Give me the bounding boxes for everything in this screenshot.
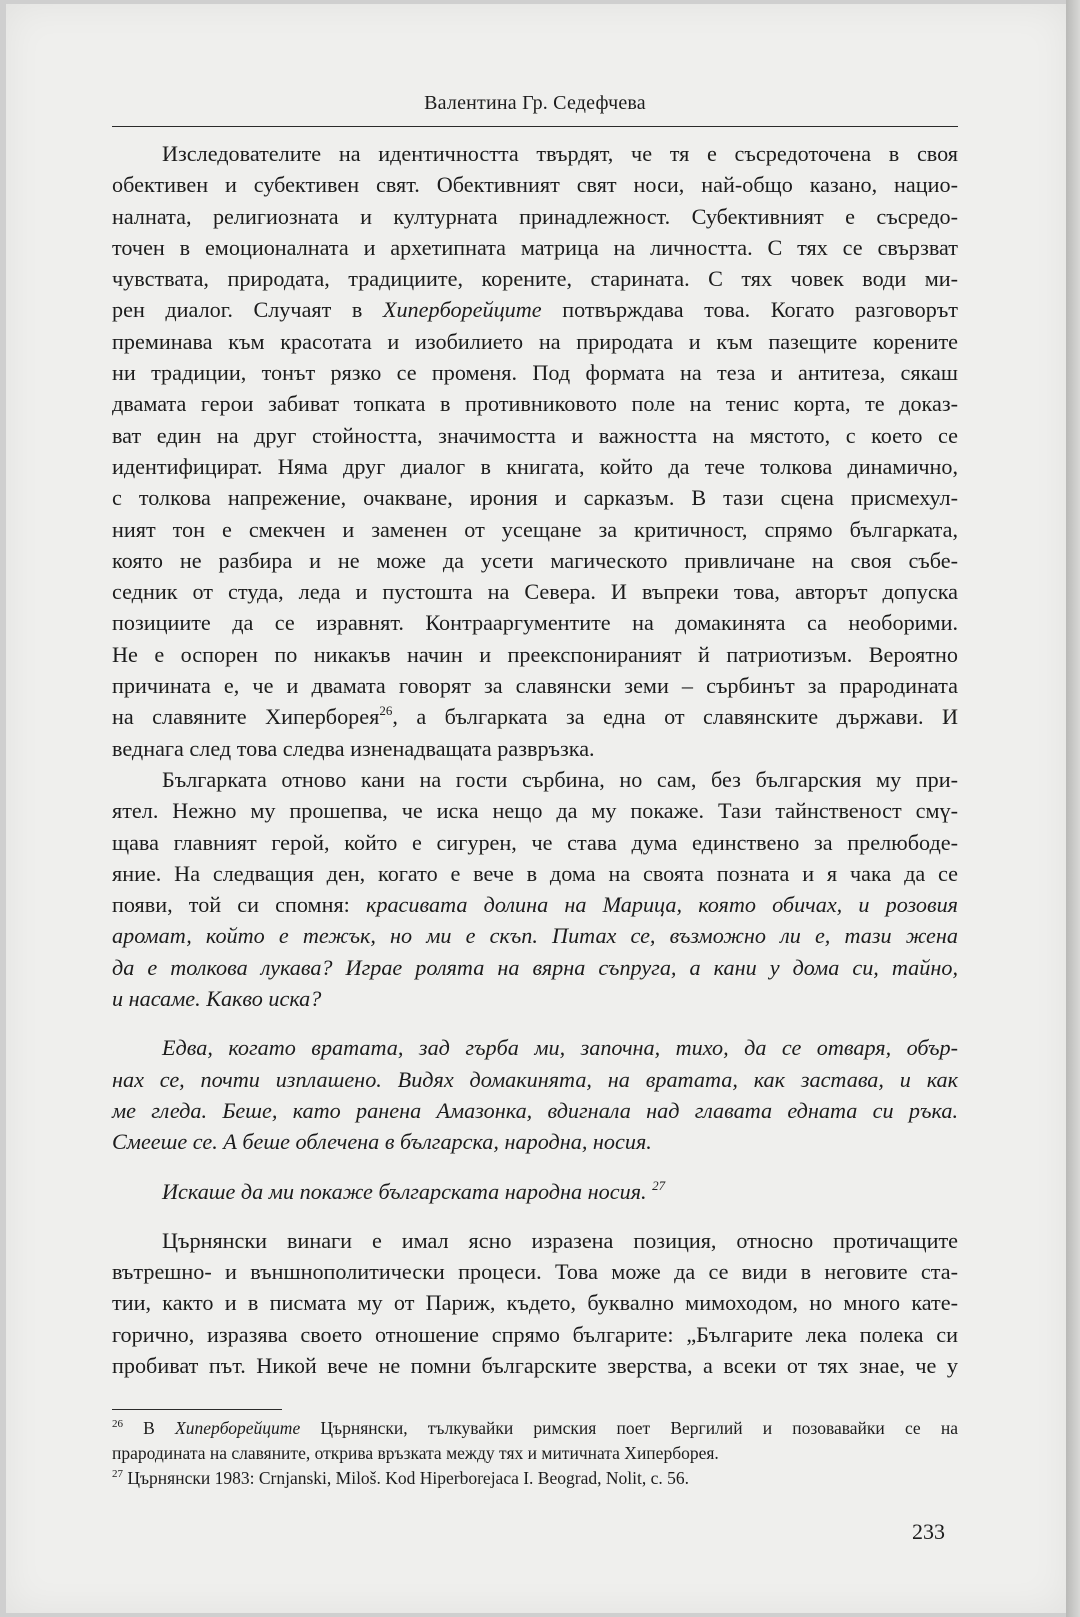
footnote-27: $^{27}$ Църнянски 1983: Crnjanski, Miloš. Kod Hiperborejaca I. Beograd, Nolit, с. 56.: [112, 1468, 689, 1488]
footnote-ref-27[interactable]: 27: [652, 1177, 666, 1193]
footnote-26-cont: прародината на славяните, открива връзката между тях и митичната Хиперборея.: [112, 1443, 719, 1463]
page-edge-shadow: [1066, 0, 1080, 1617]
header-rule: [112, 126, 958, 127]
quote-1: Едва, когато вратата, зад гърба ми, започна, тихо, да се отваря, обър- нах се, почти изплашено. Видях домакинята, на вратата, как застава, и как ме гледа. Беше, като ранена Амазонка, вдигнала над главата едната си ръка. Смееше се. А беше облечена в българска, народна, носия.: [112, 1035, 958, 1155]
quote-2: Искаше да ми покаже българската народна носия. $^{27}$: [162, 1177, 666, 1204]
paragraph-3: Църнянски винаги е имал ясно изразена позиция, относно протичащите вътрешно- и външнополитически процеси. Това може да се види в неговите ста- тии, както и в писмата му от Париж, където, буквално мимоходом, но много кате- горично, изразява своето отношение спрямо българите: „Българите лека полека си пробиват път. Никой вече не помни българските зверства, а всеки от тях знае, че у: [112, 1227, 958, 1378]
running-head: Валентина Гр. Седефчева: [424, 92, 646, 114]
footnote-ref-26[interactable]: 26: [379, 703, 393, 719]
footnote-26: $^{26}$ В Хиперборейците Църнянски, тълкувайки римския поет Вергилий и позовавайки се на: [112, 1418, 958, 1438]
footnote-rule: [112, 1409, 282, 1410]
footnotes: [112, 1416, 958, 1491]
paragraph-1: Изследователите на идентичността твърдят, че тя е съсредоточена в своя обективен и субективен свят. Обективният свят носи, най-общо казано, нацио- налната, религиозната и културната принадлежност. Субективният е съсредо- точен в емоционалната и архетипната матрица на личността. С тях се свързват чувствата, природата, традициите, корените, старината. С тях човек води ми- рен диалог. Случаят в Хиперборейците потвърждава това. Когато разговорът преминава към красотата и изобилието на природата и към пазещите корените ни традиции, тонът рязко се променя. Под формата на теза и антитеза, сякаш двамата герои забиват топката в противниковото поле на тенис корта, те доказ- ват един на друг стойността, значимостта и важността на мястото, с което се идентифицират. Няма друг диалог в книгата, който да тече толкова динамично, с толкова напрежение, очакване, ирония и сарказъм. В тази сцена присмехул- ният тон е смекчен и заменен от усещане за критичност, спрямо българката, която не разбира и не може да усети магическото привличане на своя събе- седник от студа, леда и пустошта на Севера. И въпреки това, авторът допуска позициите да се изравнят. Контрааргументите на домакинята са необорими. Не е оспорен по никакъв начин и преекспонираният й патриотизъм. Вероятно причината е, че и двамата говорят за славянски земи – сърбинът за прародината на славяните Хиперборея$^{26}$, а българката за една от славянските държави. И веднага след това следва изненадващата развръзка.: [112, 141, 958, 761]
paragraph-2: Българката отново кани на гости сърбина, но сам, без българския му при- ятел. Нежно му прошепва, че иска нещо да му покаже. Тази тайнственост смү- щава главният герой, който е сигурен, че става дума единствено за прелюбоде- яние. На следващия ден, когато е вече в дома на своята позната и я чака да се появи, той си спомня: красивата долина на Марица, която обичах, и розовия аромат, който е тежък, но ми е скъп. Питах се, възможно ли е, тази жена да е толкова лукава? Играе ролята на вярна съпруга, а кани у дома си, тайно, и насаме. Какво иска?: [112, 766, 958, 1012]
page-number: 233: [912, 1519, 945, 1544]
body-text: [112, 138, 958, 1381]
